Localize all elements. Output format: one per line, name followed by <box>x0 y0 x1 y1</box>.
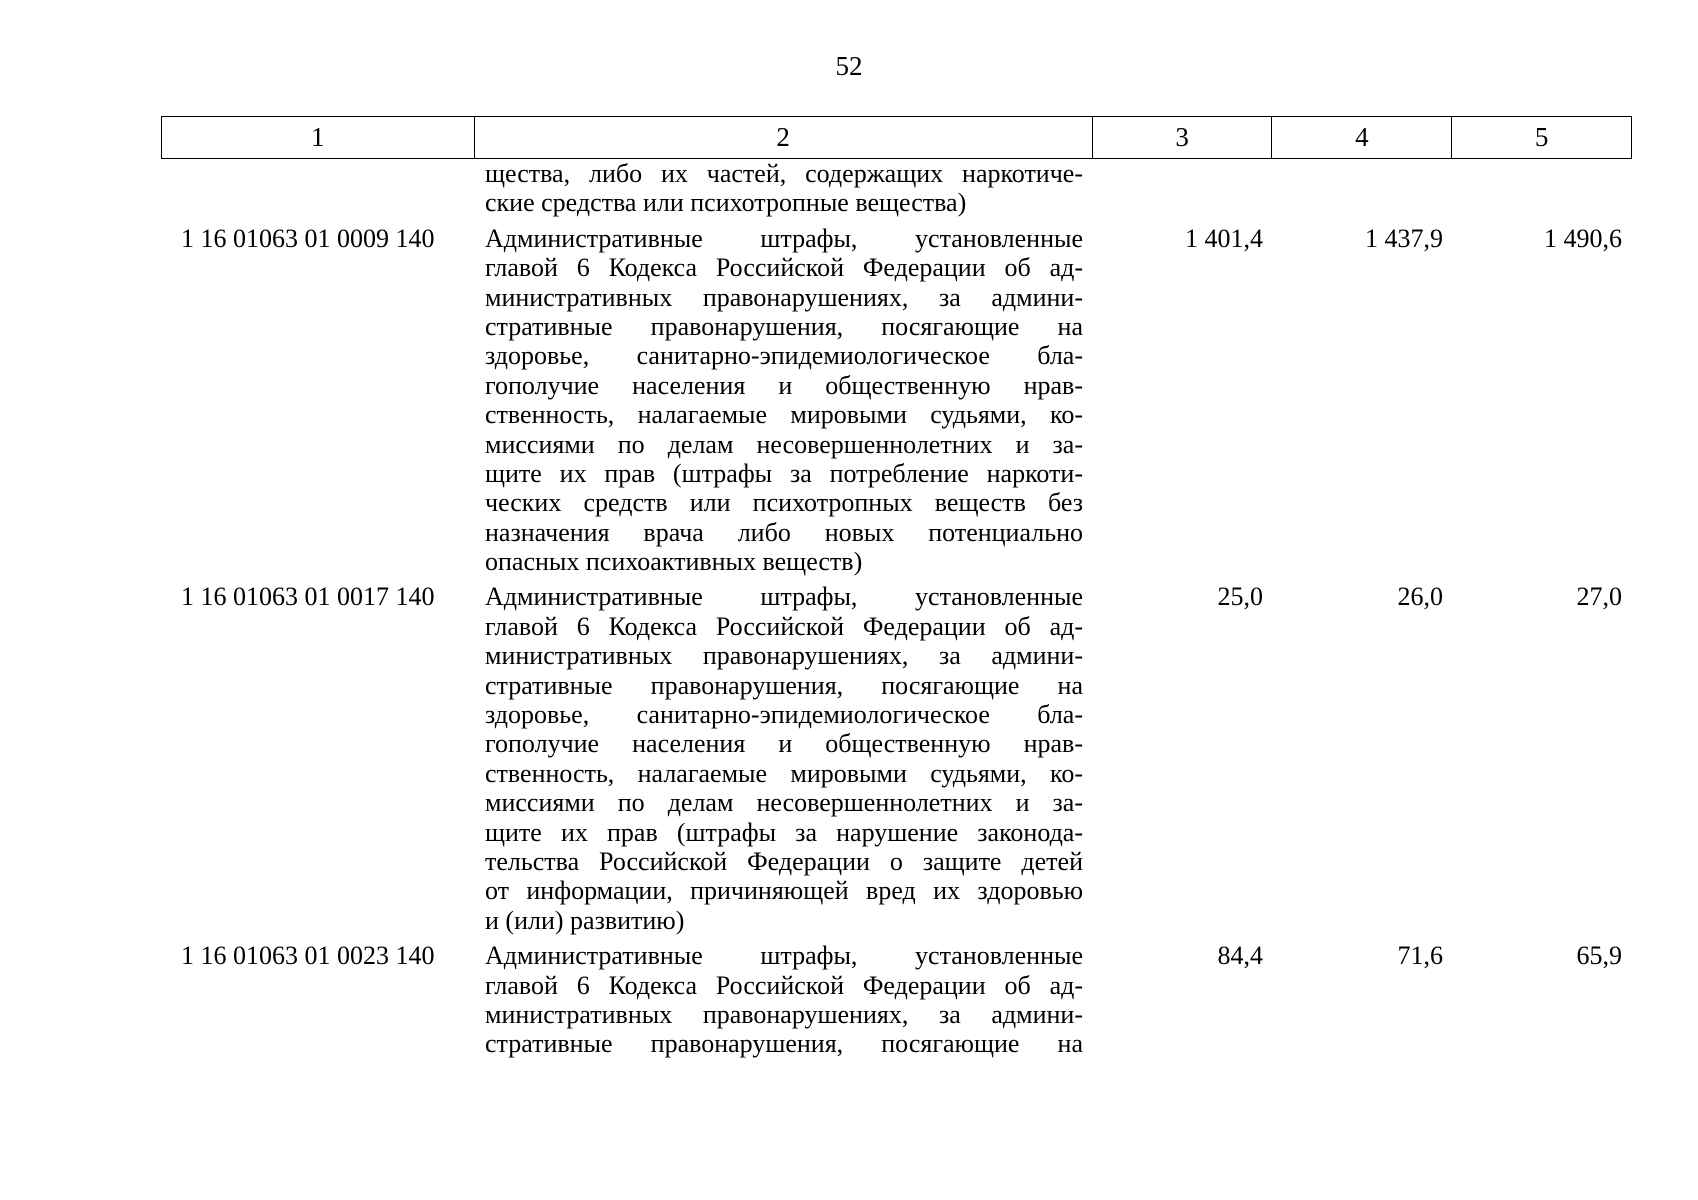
description-line: щите их прав (штрафы за нарушение законода- <box>485 817 1083 847</box>
description-line: щите их прав (штрафы за потребление наркоти- <box>485 458 1083 488</box>
description-line: Административные штрафы, установленные <box>485 582 1083 612</box>
description-line: гополучие населения и общественную нрав- <box>485 370 1083 400</box>
description-line: стративные правонарушения, посягающие на <box>485 311 1083 341</box>
row-value-col5: 65,9 <box>1576 941 1622 971</box>
description-line: Административные штрафы, установленные <box>485 941 1083 971</box>
description-line: тельства Российской Федерации о защите детей <box>485 846 1083 876</box>
description-line: миссиями по делам несовершеннолетних и за- <box>485 788 1083 818</box>
table-row <box>161 941 1632 1059</box>
description-line: здоровье, санитарно-эпидемиологическое бла- <box>485 341 1083 371</box>
description-line: опасных психоактивных веществ) <box>485 547 863 577</box>
row-value-col3: 84,4 <box>1217 941 1263 971</box>
description-line: миссиями по делам несовершеннолетних и за- <box>485 429 1083 459</box>
table-row-continuation <box>161 159 1632 218</box>
table-header <box>161 116 1632 159</box>
row-value-col5: 1 490,6 <box>1544 223 1622 253</box>
header-col-5: 5 <box>1534 122 1549 152</box>
description-line: ственность, налагаемые мировыми судьями, ко- <box>485 400 1083 430</box>
description-line: министративных правонарушениях, за админи- <box>485 999 1083 1029</box>
header-col-1: 1 <box>162 117 475 158</box>
description-line: щества, либо их частей, содержащих наркотиче- <box>485 159 1083 188</box>
description-line: здоровье, санитарно-эпидемиологическое бла- <box>485 700 1083 730</box>
description-line: Административные штрафы, установленные <box>485 223 1083 253</box>
table-row <box>161 582 1632 935</box>
description-line: стративные правонарушения, посягающие на <box>485 670 1083 700</box>
description-line: стративные правонарушения, посягающие на <box>485 1029 1083 1059</box>
row-value-col5: 27,0 <box>1576 582 1622 612</box>
row-value-col4: 71,6 <box>1397 941 1443 971</box>
row-value-col4: 26,0 <box>1397 582 1443 612</box>
description-line: главой 6 Кодекса Российской Федерации об ад- <box>485 970 1083 1000</box>
row-description <box>474 159 1093 218</box>
description-line: назначения врача либо новых потенциально <box>485 517 1083 547</box>
row-description <box>474 941 1093 1059</box>
header-col-4: 4 <box>1272 117 1452 158</box>
description-line: гополучие населения и общественную нрав- <box>485 729 1083 759</box>
description-line: ческих средств или психотропных веществ без <box>485 488 1083 518</box>
description-line: министративных правонарушениях, за админи- <box>485 282 1083 312</box>
description-line: главой 6 Кодекса Российской Федерации об ад- <box>485 253 1083 283</box>
row-code: 1 16 01063 01 0009 140 <box>181 223 435 253</box>
header-col-2: 2 <box>475 117 1093 158</box>
row-code: 1 16 01063 01 0017 140 <box>181 582 435 612</box>
row-value-col3: 1 401,4 <box>1185 223 1263 253</box>
row-value-col3: 25,0 <box>1217 582 1263 612</box>
row-code <box>161 159 474 218</box>
description-line: ские средства или психотропные вещества) <box>485 188 967 218</box>
header-col-3: 3 <box>1093 117 1273 158</box>
row-code: 1 16 01063 01 0023 140 <box>181 941 435 971</box>
description-line: от информации, причиняющей вред их здоровью <box>485 876 1083 906</box>
table-row <box>161 224 1632 577</box>
table-body <box>161 159 1632 1059</box>
description-line: ственность, налагаемые мировыми судьями, ко- <box>485 758 1083 788</box>
row-description <box>474 224 1093 577</box>
description-line: министративных правонарушениях, за админи- <box>485 641 1083 671</box>
row-description <box>474 582 1093 935</box>
row-value-col4: 1 437,9 <box>1365 223 1443 253</box>
page-number: 52 <box>835 51 863 81</box>
description-line: главой 6 Кодекса Российской Федерации об ад- <box>485 611 1083 641</box>
description-line: и (или) развитию) <box>485 905 685 935</box>
